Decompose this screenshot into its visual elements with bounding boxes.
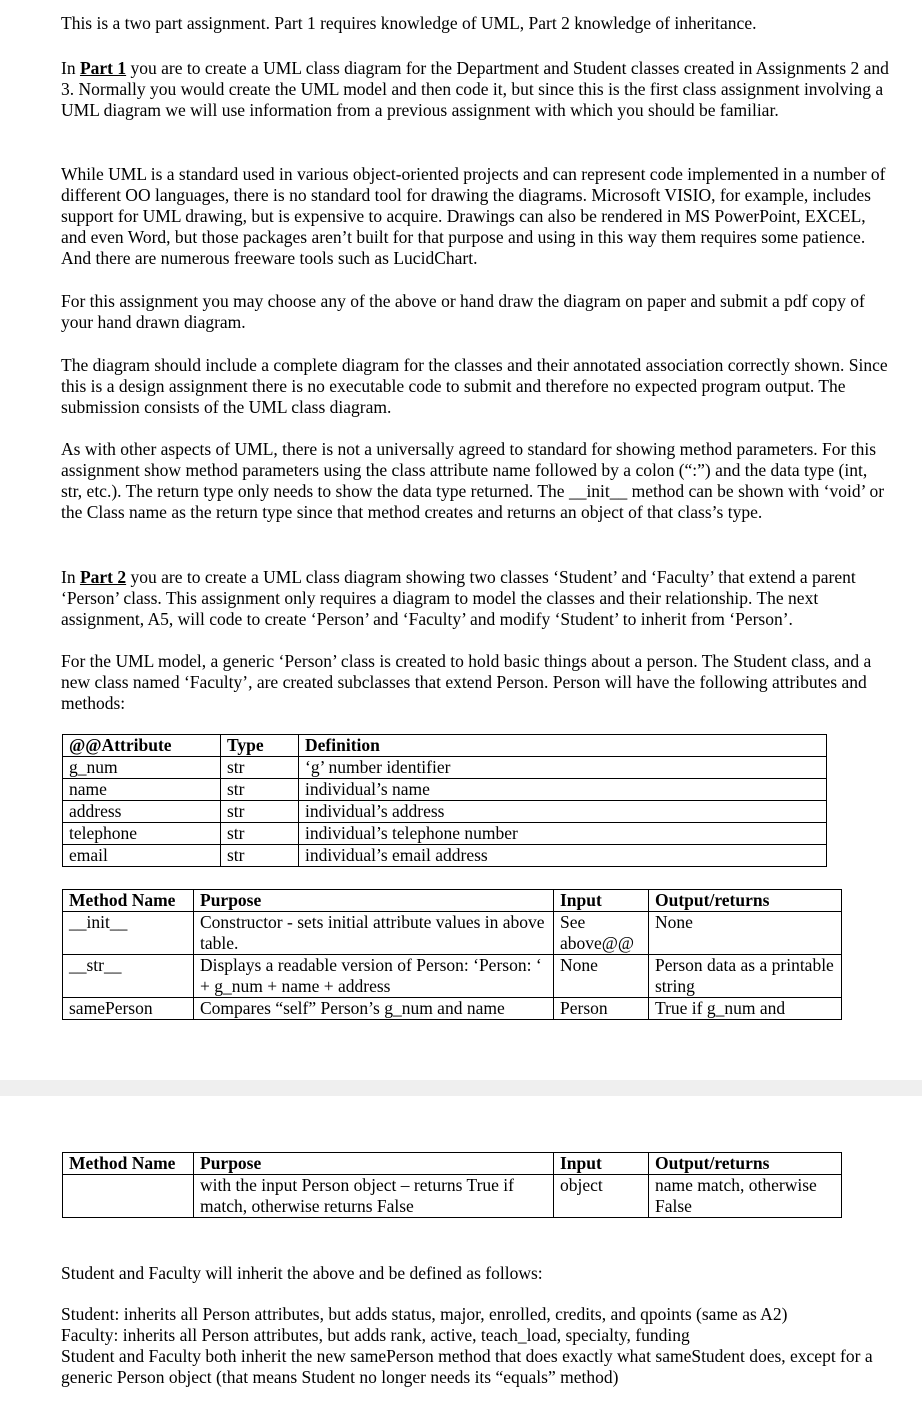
attribute-cell: telephone bbox=[63, 823, 221, 845]
method-table-header bbox=[63, 890, 842, 912]
input-cell: See above@@ bbox=[554, 912, 649, 955]
input-header: Input bbox=[554, 890, 649, 912]
method-name-header: Method Name bbox=[63, 890, 194, 912]
inherit-paragraph: Student and Faculty will inherit the above and be defined as follows: bbox=[61, 1263, 543, 1283]
definition-cell: individual’s telephone number bbox=[299, 823, 827, 845]
definition-cell: ‘g’ number identifier bbox=[299, 757, 827, 779]
definition-header: Definition bbox=[299, 735, 827, 757]
output-cell: Person data as a printable string bbox=[649, 955, 842, 998]
table-row bbox=[63, 801, 827, 823]
purpose-header: Purpose bbox=[194, 890, 554, 912]
attribute-table bbox=[62, 734, 827, 867]
attribute-cell: address bbox=[63, 801, 221, 823]
output-cell: name match, otherwise False bbox=[649, 1175, 842, 1218]
method-table-header bbox=[63, 1153, 842, 1175]
table-row bbox=[63, 779, 827, 801]
type-cell: str bbox=[221, 823, 299, 845]
intro-paragraph: This is a two part assignment. Part 1 requires knowledge of UML, Part 2 knowledge of inheritance. bbox=[61, 13, 757, 33]
table-row bbox=[63, 845, 827, 867]
attribute-cell: email bbox=[63, 845, 221, 867]
part2-text: you are to create a UML class diagram showing two classes ‘Student’ and ‘Faculty’ that extend a parent ‘Person’ class. This assignment only requires a diagram to model the classes and their relationship. The next assignment, A5, will code to create ‘Person’ and ‘Faculty’ and modify ‘Student’ to inherit from ‘Person’. bbox=[61, 567, 856, 629]
part2-label: Part 2 bbox=[79, 567, 127, 587]
type-cell: str bbox=[221, 779, 299, 801]
table-row bbox=[63, 1175, 842, 1218]
part2-paragraph bbox=[61, 567, 891, 630]
input-cell: object bbox=[554, 1175, 649, 1218]
part1-text: you are to create a UML class diagram for the Department and Student classes created in Assignments 2 and 3. Normally you would create the UML model and then code it, but since this is the first class assignment involving a UML diagram we will use information from a previous assignment with which you should be familiar. bbox=[61, 58, 889, 120]
method-name-cell: samePerson bbox=[63, 998, 194, 1020]
part1-label: Part 1 bbox=[79, 58, 127, 78]
method-name-cell bbox=[63, 1175, 194, 1218]
definition-cell: individual’s name bbox=[299, 779, 827, 801]
purpose-header: Purpose bbox=[194, 1153, 554, 1175]
type-cell: str bbox=[221, 845, 299, 867]
diagram-requirements-paragraph: The diagram should include a complete diagram for the classes and their annotated association correctly shown. Since this is a design assignment there is no executable code to submit and therefore no expected program output. The submission consists of the UML class diagram. bbox=[61, 355, 888, 417]
uml-model-paragraph: For the UML model, a generic ‘Person’ class is created to hold basic things about a person. The Student class, and a new class named ‘Faculty’, are created subclasses that extend Person. Person will have the following attributes and methods: bbox=[61, 651, 872, 713]
output-header: Output/returns bbox=[649, 890, 842, 912]
uml-tools-paragraph: While UML is a standard used in various object-oriented projects and can represent code implemented in a number of different OO languages, there is no standard tool for drawing the diagrams. Microsoft VISIO, for example, includes support for UML drawing, but is expensive to acquire. Drawings can also be rendered in MS PowerPoint, EXCEL, and even Word, but those packages aren’t built for that purpose and using in this way them requires some patience. And there are numerous freeware tools such as LucidChart. bbox=[61, 164, 886, 268]
input-cell: None bbox=[554, 955, 649, 998]
faculty-definition: Faculty: inherits all Person attributes, but adds rank, active, teach_load, specialty, funding bbox=[61, 1325, 690, 1345]
method-parameters-paragraph: As with other aspects of UML, there is not a universally agreed to standard for showing method parameters. For this assignment show method parameters using the class attribute name followed by a colon (“:”) and the data type (int, str, etc.). The return type only needs to show the data type returned. The __init__ method can be shown with ‘void’ or the Class name as the return type since that method creates and returns an object of that class’s type. bbox=[61, 439, 885, 522]
same-person-paragraph: Student and Faculty both inherit the new samePerson method that does exactly what sameStudent does, except for a generic Person object (that means Student no longer needs its “equals” method) bbox=[61, 1346, 873, 1387]
definition-cell: individual’s address bbox=[299, 801, 827, 823]
purpose-cell: Compares “self” Person’s g_num and name bbox=[194, 998, 554, 1020]
output-cell: True if g_num and bbox=[649, 998, 842, 1020]
choose-tool-paragraph: For this assignment you may choose any of the above or hand draw the diagram on paper and submit a pdf copy of your hand drawn diagram. bbox=[61, 291, 865, 332]
method-name-cell: __init__ bbox=[63, 912, 194, 955]
attribute-cell: g_num bbox=[63, 757, 221, 779]
method-name-header: Method Name bbox=[63, 1153, 194, 1175]
method-name-cell: __str__ bbox=[63, 955, 194, 998]
part2-lead: In bbox=[61, 567, 80, 587]
type-header: Type bbox=[221, 735, 299, 757]
type-cell: str bbox=[221, 801, 299, 823]
attribute-header: @@Attribute bbox=[63, 735, 221, 757]
document-page-2 bbox=[0, 1096, 922, 1402]
purpose-cell: with the input Person object – returns True if match, otherwise returns False bbox=[194, 1175, 554, 1218]
student-definition: Student: inherits all Person attributes, but adds status, major, enrolled, credits, and qpoints (same as A2) bbox=[61, 1304, 788, 1324]
part1-paragraph bbox=[61, 58, 891, 121]
input-header: Input bbox=[554, 1153, 649, 1175]
definition-cell: individual’s email address bbox=[299, 845, 827, 867]
type-cell: str bbox=[221, 757, 299, 779]
table-row bbox=[63, 955, 842, 998]
attribute-cell: name bbox=[63, 779, 221, 801]
table-row bbox=[63, 912, 842, 955]
table-row bbox=[63, 823, 827, 845]
output-cell: None bbox=[649, 912, 842, 955]
input-cell: Person bbox=[554, 998, 649, 1020]
method-table bbox=[62, 889, 842, 1020]
attribute-table-header bbox=[63, 735, 827, 757]
method-table-continued bbox=[62, 1152, 842, 1218]
output-header: Output/returns bbox=[649, 1153, 842, 1175]
part1-lead: In bbox=[61, 58, 80, 78]
purpose-cell: Constructor - sets initial attribute values in above table. bbox=[194, 912, 554, 955]
table-row bbox=[63, 998, 842, 1020]
table-row bbox=[63, 757, 827, 779]
purpose-cell: Displays a readable version of Person: ‘Person: ‘ + g_num + name + address bbox=[194, 955, 554, 998]
